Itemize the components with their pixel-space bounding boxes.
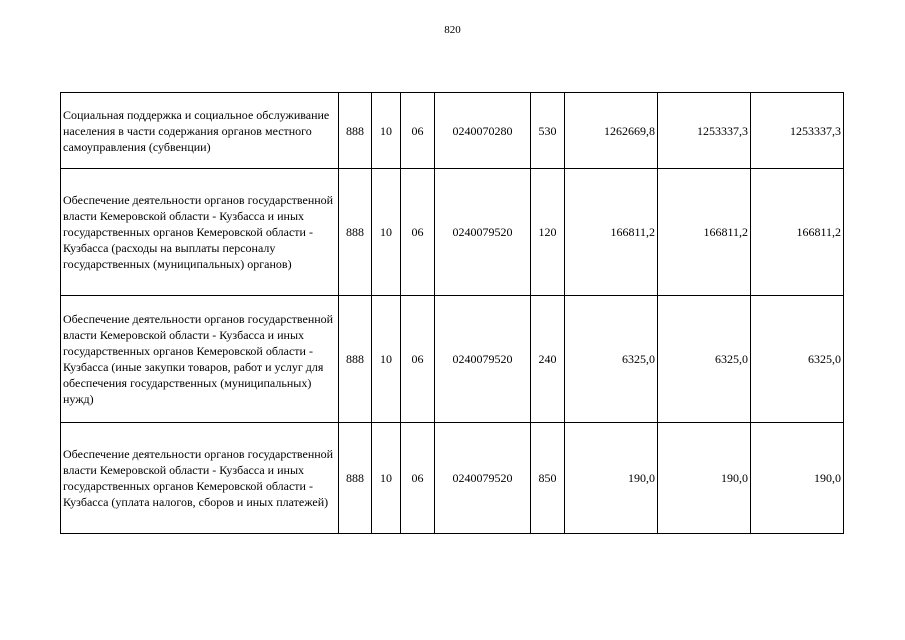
subsection-code-cell: 06 [401, 169, 435, 296]
expense-type-cell: 120 [531, 169, 565, 296]
section-code-cell: 10 [372, 423, 401, 534]
table-row [61, 93, 844, 169]
amount-cell-1: 1262669,8 [565, 93, 658, 169]
ministry-code-cell: 888 [339, 93, 372, 169]
table-row [61, 296, 844, 423]
amount-cell-1: 166811,2 [565, 169, 658, 296]
amount-cell-2: 6325,0 [658, 296, 751, 423]
subsection-code-cell: 06 [401, 296, 435, 423]
amount-cell-1: 190,0 [565, 423, 658, 534]
ministry-code-cell: 888 [339, 296, 372, 423]
section-code-cell: 10 [372, 93, 401, 169]
amount-cell-2: 166811,2 [658, 169, 751, 296]
target-article-cell: 0240079520 [435, 423, 531, 534]
expense-name-cell: Обеспечение деятельности органов государственной власти Кемеровской области - Кузбасса и иных государственных органов Кемеровской области - Кузбасса (уплата налогов, сборов и иных платежей) [61, 423, 339, 534]
expense-name-cell: Обеспечение деятельности органов государственной власти Кемеровской области - Кузбасса и иных государственных органов Кемеровской области - Кузбасса (иные закупки товаров, работ и услуг для обеспечения государственных (муниципальных) нужд) [61, 296, 339, 423]
expense-name-cell: Социальная поддержка и социальное обслуживание населения в части содержания органов местного самоуправления (субвенции) [61, 93, 339, 169]
subsection-code-cell: 06 [401, 423, 435, 534]
target-article-cell: 0240079520 [435, 169, 531, 296]
amount-cell-3: 6325,0 [751, 296, 844, 423]
page-number: 820 [444, 24, 461, 36]
amount-cell-2: 190,0 [658, 423, 751, 534]
subsection-code-cell: 06 [401, 93, 435, 169]
expense-type-cell: 530 [531, 93, 565, 169]
expense-type-cell: 850 [531, 423, 565, 534]
amount-cell-3: 166811,2 [751, 169, 844, 296]
amount-cell-1: 6325,0 [565, 296, 658, 423]
section-code-cell: 10 [372, 169, 401, 296]
target-article-cell: 0240079520 [435, 296, 531, 423]
amount-cell-3: 1253337,3 [751, 93, 844, 169]
ministry-code-cell: 888 [339, 169, 372, 296]
expense-type-cell: 240 [531, 296, 565, 423]
amount-cell-3: 190,0 [751, 423, 844, 534]
amount-cell-2: 1253337,3 [658, 93, 751, 169]
table-row [61, 169, 844, 296]
target-article-cell: 0240070280 [435, 93, 531, 169]
budget-table [60, 92, 844, 534]
expense-name-cell: Обеспечение деятельности органов государственной власти Кемеровской области - Кузбасса и иных государственных органов Кемеровской области - Кузбасса (расходы на выплаты персоналу государственных (муниципальных) органов) [61, 169, 339, 296]
section-code-cell: 10 [372, 296, 401, 423]
ministry-code-cell: 888 [339, 423, 372, 534]
table-row [61, 423, 844, 534]
